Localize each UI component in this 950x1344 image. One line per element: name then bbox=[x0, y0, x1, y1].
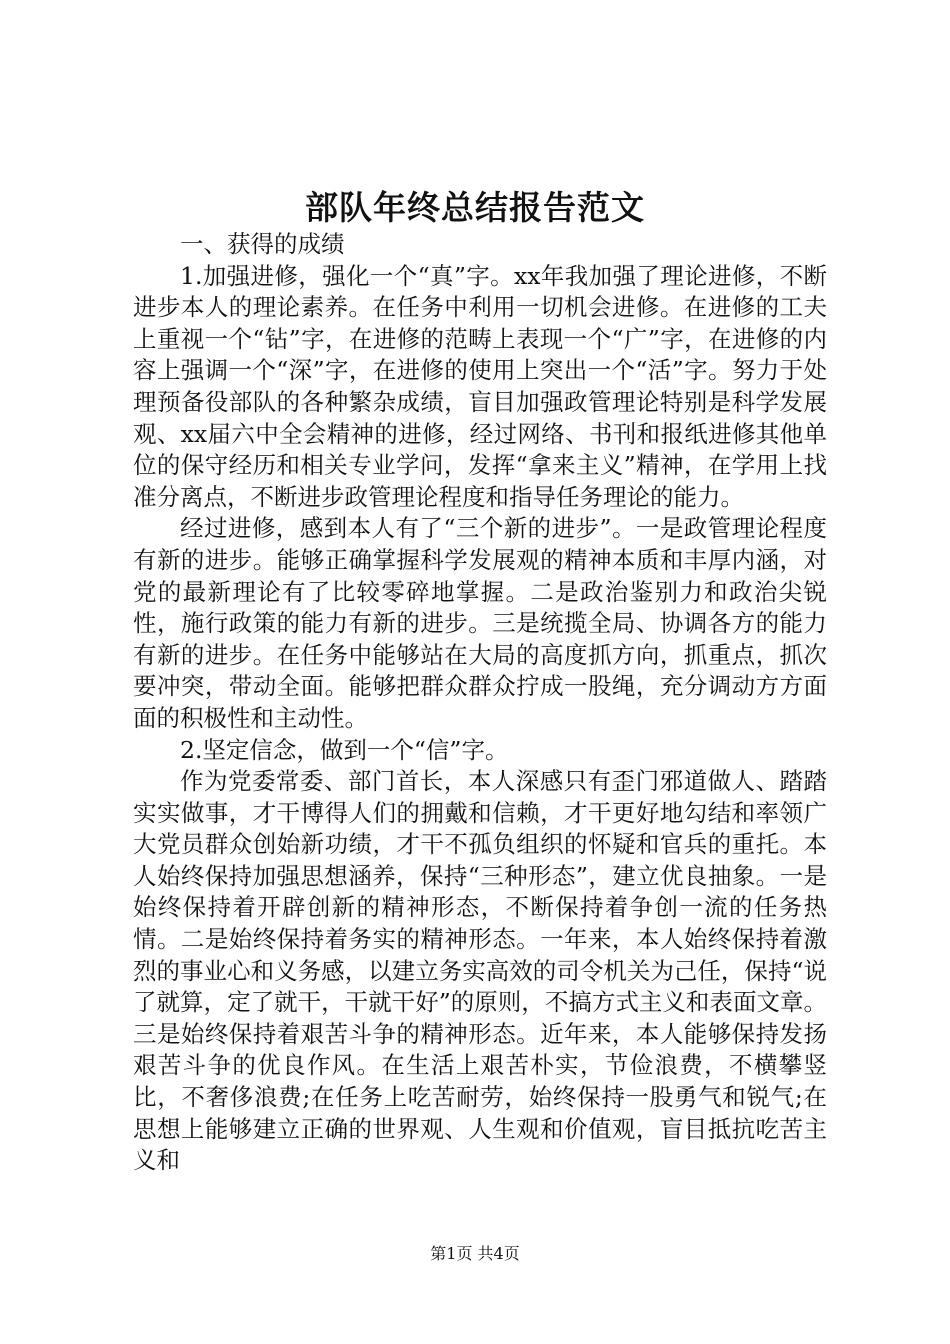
section-heading: 一、获得的成绩 bbox=[180, 230, 345, 258]
subsection-heading: 2.坚定信念，做到一个“信”字。 bbox=[180, 735, 509, 764]
paragraph: 经过进修，感到本人有了“三个新的进步”。一是政管理论程度有新的进步。能够正确掌握科学发展观的精神本质和丰厚内涵，对党的最新理论有了比较零碎地掌握。二是政治鉴别力和政治尖锐性，施行政策的能力有新的进步。三是统揽全局、协调各方的能力有新的进步。在任务中能够站在大局的高度抓方向，抓重点，抓次要冲突，带动全面。能够把群众群众拧成一股绳，充分调动方方面面的积极性和主动性。 bbox=[133, 514, 827, 732]
paragraph: 1.加强进修，强化一个“真”字。xx年我加强了理论进修，不断进步本人的理论素养。在任务中利用一切机会进修。在进修的工夫上重视一个“钻”字，在进修的范畴上表现一个“广”字，在进修的内容上强调一个“深”字，在进修的使用上突出一个“活”字。努力于处理预备役部队的各种繁杂成绩，盲目加强政管理论特别是科学发展观、xx届六中全会精神的进修，经过网络、书刊和报纸进修其他单位的保守经历和相关专业学问，发挥“拿来主义”精神，在学用上找准分离点，不断进步政管理论程度和指导任务理论的能力。 bbox=[133, 261, 827, 511]
document-title: 部队年终总结报告范文 bbox=[305, 188, 645, 227]
document-body bbox=[133, 229, 827, 1177]
page-footer: 第1页 共4页 bbox=[430, 1244, 520, 1263]
paragraph: 作为党委常委、部门首长，本人深感只有歪门邪道做人、踏踏实实做事，才干博得人们的拥戴和信赖，才干更好地勾结和率领广大党员群众创始新功绩，才干不孤负组织的怀疑和官兵的重托。本人始终保持加强思想涵养，保持“三种形态”，建立优良抽象。一是始终保持着开辟创新的精神形态，不断保持着争创一流的任务热情。二是始终保持着务实的精神形态。一年来，本人始终保持着激烈的事业心和义务感，以建立务实高效的司令机关为己任，保持“说了就算，定了就干，干就干好”的原则，不搞方式主义和表面文章。三是始终保持着艰苦斗争的精神形态。近年来，本人能够保持发扬艰苦斗争的优良作风。在生活上艰苦朴实，节俭浪费，不横攀竖比，不奢侈浪费;在任务上吃苦耐劳，始终保持一股勇气和锐气;在思想上能够建立正确的世界观、人生观和价值观，盲目抵抗吃苦主义和 bbox=[133, 767, 827, 1175]
